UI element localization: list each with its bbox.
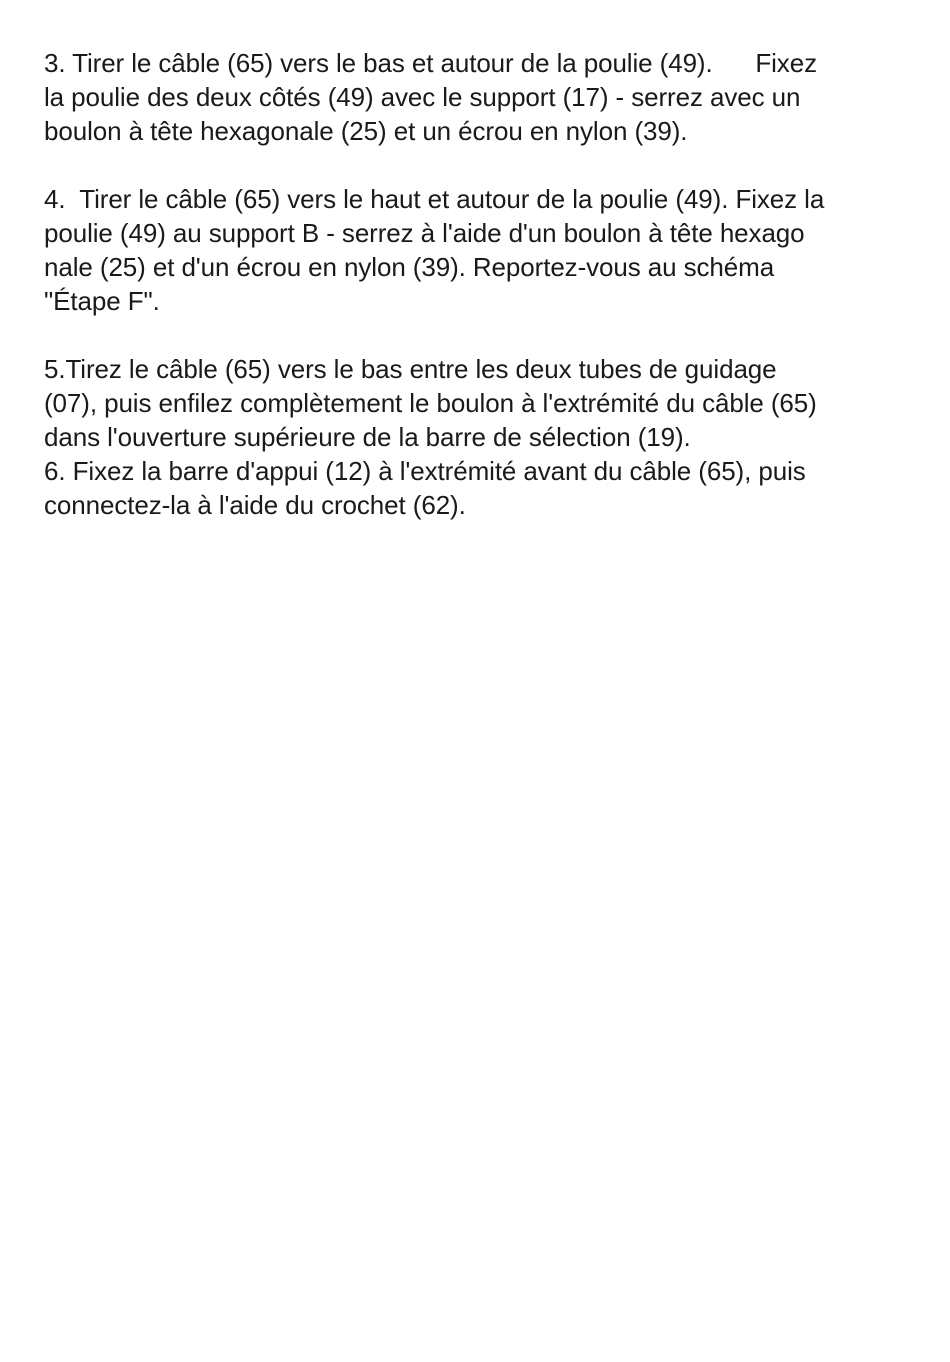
- text-line: 3. Tirer le câble (65) vers le bas et autour de la poulie (49). Fixez: [44, 48, 817, 78]
- text-line: "Étape F".: [44, 286, 160, 316]
- step-4-paragraph: [44, 182, 924, 318]
- text-line: boulon à tête hexagonale (25) et un écrou en nylon (39).: [44, 116, 688, 146]
- text-line: connectez-la à l'aide du crochet (62).: [44, 490, 466, 520]
- step-3-paragraph: [44, 46, 924, 148]
- paragraph-spacer: [44, 318, 924, 352]
- text-line: nale (25) et d'un écrou en nylon (39). Reportez-vous au schéma: [44, 252, 775, 282]
- text-line: 6. Fixez la barre d'appui (12) à l'extrémité avant du câble (65), puis: [44, 456, 806, 486]
- step-5-6-paragraph: [44, 352, 924, 522]
- text-line: (07), puis enfilez complètement le boulon à l'extrémité du câble (65): [44, 388, 817, 418]
- text-line: 5.Tirez le câble (65) vers le bas entre les deux tubes de guidage: [44, 354, 777, 384]
- instructions-text: [44, 46, 924, 522]
- text-line: 4. Tirer le câble (65) vers le haut et autour de la poulie (49). Fixez la: [44, 184, 825, 214]
- paragraph-spacer: [44, 148, 924, 182]
- text-line: dans l'ouverture supérieure de la barre de sélection (19).: [44, 422, 691, 452]
- text-line: poulie (49) au support B - serrez à l'aide d'un boulon à tête hexago: [44, 218, 805, 248]
- text-line: la poulie des deux côtés (49) avec le support (17) - serrez avec un: [44, 82, 801, 112]
